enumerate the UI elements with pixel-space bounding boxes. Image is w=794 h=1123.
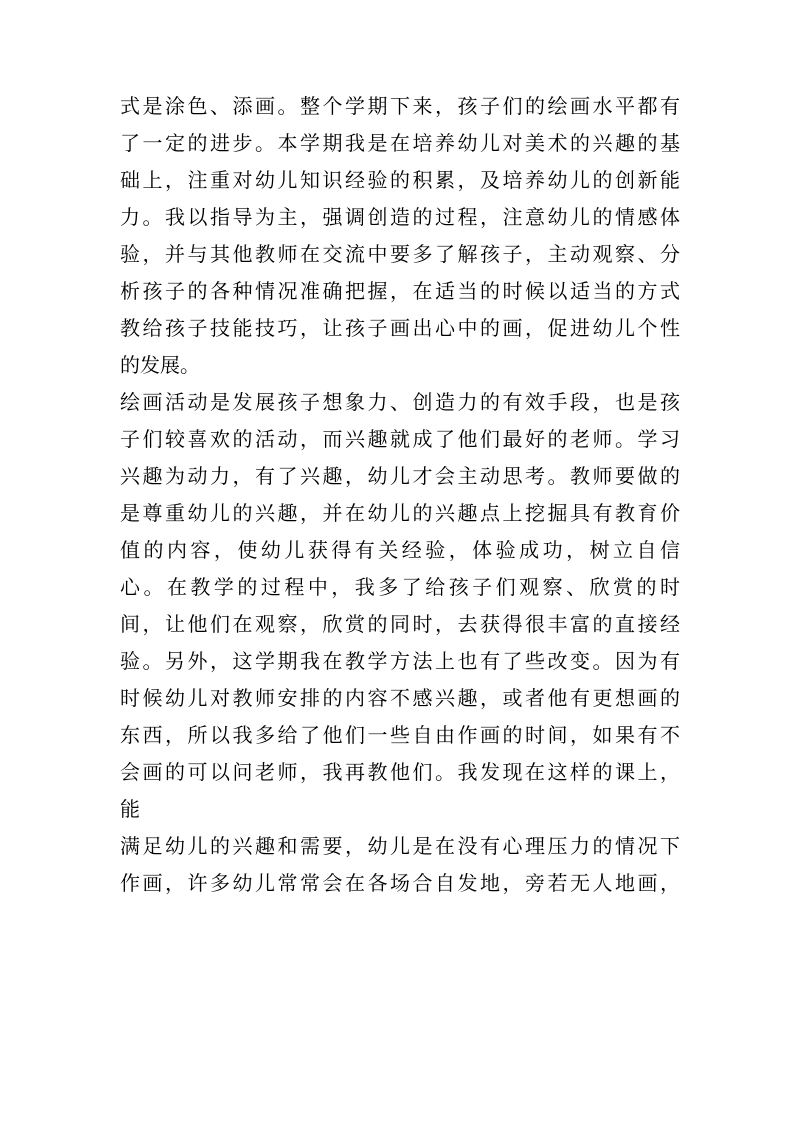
- text-line: 能: [120, 797, 140, 821]
- text-line: 会画的可以问老师，我再教他们。我发现在这样的课上，: [120, 760, 680, 784]
- text-line: 的发展。: [120, 353, 200, 377]
- text-line: 满足幼儿的兴趣和需要，幼儿是在没有心理压力的情况下: [120, 834, 680, 858]
- text-line: 础上，注重对幼儿知识经验的积累，及培养幼儿的创新能: [120, 168, 680, 192]
- text-line: 心。在教学的过程中，我多了给孩子们观察、欣赏的时: [120, 575, 680, 599]
- text-line: 时候幼儿对教师安排的内容不感兴趣，或者他有更想画的: [120, 686, 680, 710]
- text-line: 是尊重幼儿的兴趣，并在幼儿的兴趣点上挖掘具有教育价: [120, 501, 680, 525]
- text-line: 子们较喜欢的活动，而兴趣就成了他们最好的老师。学习: [120, 427, 680, 451]
- text-line: 验。另外，这学期我在教学方法上也有了些改变。因为有: [120, 649, 680, 673]
- text-line: 式是涂色、添画。整个学期下来，孩子们的绘画水平都有: [120, 94, 680, 118]
- text-line: 验，并与其他教师在交流中要多了解孩子，主动观察、分: [120, 242, 680, 266]
- text-line: 间，让他们在观察，欣赏的同时，去获得很丰富的直接经: [120, 612, 680, 636]
- text-line: 兴趣为动力，有了兴趣，幼儿才会主动思考。教师要做的: [120, 464, 680, 488]
- text-line: 了一定的进步。本学期我是在培养幼儿对美术的兴趣的基: [120, 131, 680, 155]
- text-line: 力。我以指导为主，强调创造的过程，注意幼儿的情感体: [120, 205, 680, 229]
- text-line: 作画，许多幼儿常常会在各场合自发地，旁若无人地画，: [120, 871, 680, 895]
- text-line: 析孩子的各种情况准确把握，在适当的时候以适当的方式: [120, 279, 680, 303]
- text-line: 值的内容，使幼儿获得有关经验，体验成功，树立自信: [120, 538, 680, 562]
- text-line: 东西，所以我多给了他们一些自由作画的时间，如果有不: [120, 723, 680, 747]
- text-line: 教给孩子技能技巧，让孩子画出心中的画，促进幼儿个性: [120, 316, 680, 340]
- text-line: 绘画活动是发展孩子想象力、创造力的有效手段，也是孩: [120, 390, 680, 414]
